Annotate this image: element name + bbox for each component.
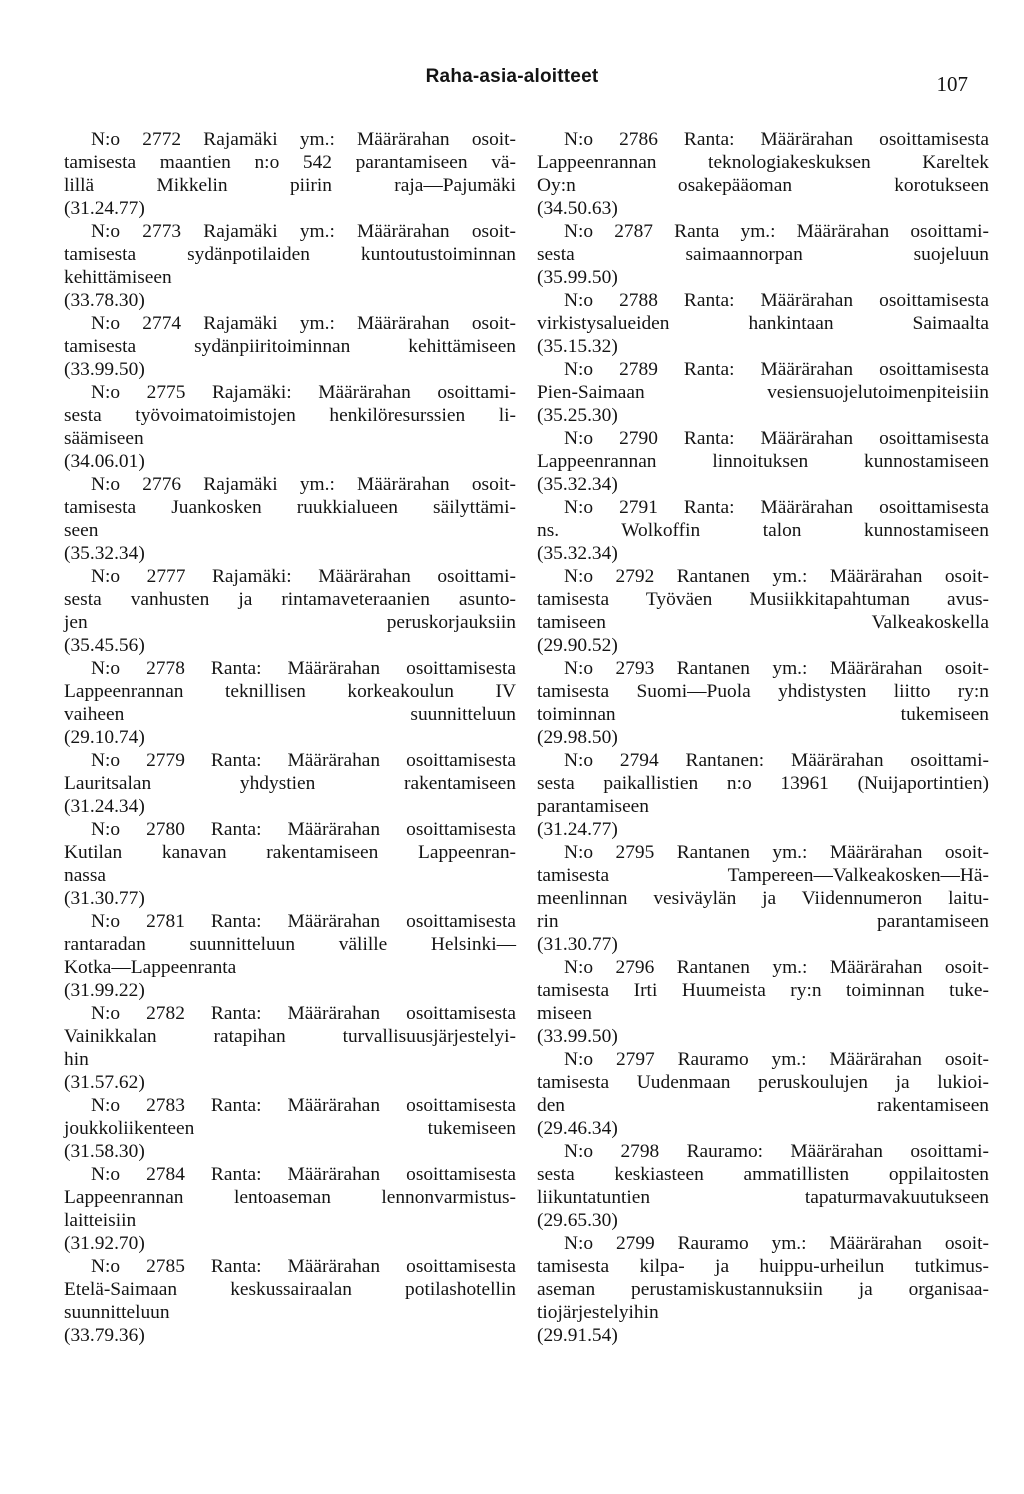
entry-line: (29.46.34) bbox=[537, 1118, 618, 1139]
entry-line: N:o 2797 Rauramo ym.: Määrärahan osoit- bbox=[564, 1049, 989, 1070]
list-item bbox=[537, 358, 989, 427]
left-column bbox=[64, 128, 516, 1347]
entry-line: liikuntatuntien tapaturmavakuutukseen bbox=[537, 1187, 989, 1208]
entry-line: jen peruskorjauksiin bbox=[64, 612, 516, 633]
entry-line: (33.99.50) bbox=[64, 359, 145, 380]
entry-line: Etelä-Saimaan keskussairaalan potilashotellin bbox=[64, 1279, 516, 1300]
entry-line: sesta vanhusten ja rintamaveteraanien asunto- bbox=[64, 589, 516, 610]
entry-line: N:o 2782 Ranta: Määrärahan osoittamisesta bbox=[91, 1003, 516, 1024]
entry-line: parantamiseen bbox=[537, 796, 649, 817]
entry-line: N:o 2795 Rantanen ym.: Määrärahan osoit- bbox=[564, 842, 989, 863]
entry-line: (35.32.34) bbox=[64, 543, 145, 564]
entry-line: N:o 2796 Rantanen ym.: Määrärahan osoit- bbox=[564, 957, 989, 978]
entry-line: (34.06.01) bbox=[64, 451, 145, 472]
entry-line: (35.99.50) bbox=[537, 267, 618, 288]
entry-line: N:o 2792 Rantanen ym.: Määrärahan osoit- bbox=[564, 566, 989, 587]
entry-line: vaiheen suunnitteluun bbox=[64, 704, 516, 725]
entry-line: sesta saimaannorpan suojeluun bbox=[537, 244, 989, 265]
list-item bbox=[64, 818, 516, 910]
entry-line: N:o 2785 Ranta: Määrärahan osoittamisesta bbox=[91, 1256, 516, 1277]
entry-line: (31.57.62) bbox=[64, 1072, 145, 1093]
list-item bbox=[537, 1048, 989, 1140]
entry-line: (34.50.63) bbox=[537, 198, 618, 219]
list-item bbox=[64, 657, 516, 749]
entry-line: (29.10.74) bbox=[64, 727, 145, 748]
entry-line: tamisesta maantien n:o 542 parantamiseen vä- bbox=[64, 152, 516, 173]
entry-line: (33.99.50) bbox=[537, 1026, 618, 1047]
entry-line: tamisesta Työväen Musiikkitapahtuman avus- bbox=[537, 589, 989, 610]
entry-line: Kotka—Lappeenranta bbox=[64, 957, 237, 978]
entry-line: virkistysalueiden hankintaan Saimaalta bbox=[537, 313, 989, 334]
entry-line: tamisesta Uudenmaan peruskoulujen ja lukioi- bbox=[537, 1072, 989, 1093]
entry-line: (35.45.56) bbox=[64, 635, 145, 656]
entry-line: Lappeenrannan teknillisen korkeakoulun IV bbox=[64, 681, 516, 702]
entry-line: N:o 2798 Rauramo: Määrärahan osoittami- bbox=[564, 1141, 989, 1162]
entry-line: N:o 2779 Ranta: Määrärahan osoittamisesta bbox=[91, 750, 516, 771]
entry-line: N:o 2784 Ranta: Määrärahan osoittamisesta bbox=[91, 1164, 516, 1185]
entry-line: kehittämiseen bbox=[64, 267, 172, 288]
page-number: 107 bbox=[936, 72, 968, 96]
entry-line: tamisesta kilpa- ja huippu-urheilun tutkimus- bbox=[537, 1256, 989, 1277]
entry-line: tiojärjestelyihin bbox=[537, 1302, 659, 1323]
entry-line: tamisesta Juankosken ruukkialueen säilyttämi- bbox=[64, 497, 516, 518]
entry-line: (33.79.36) bbox=[64, 1325, 145, 1346]
list-item bbox=[64, 565, 516, 657]
entry-line: N:o 2790 Ranta: Määrärahan osoittamisesta bbox=[564, 428, 989, 449]
list-item bbox=[64, 220, 516, 312]
entry-line: tamisesta Irti Huumeista ry:n toiminnan tuke- bbox=[537, 980, 989, 1001]
entry-line: N:o 2774 Rajamäki ym.: Määrärahan osoit- bbox=[91, 313, 516, 334]
entry-line: (29.65.30) bbox=[537, 1210, 618, 1231]
entry-line: (29.98.50) bbox=[537, 727, 618, 748]
entry-line: tamisesta Suomi—Puola yhdistysten liitto ry:n bbox=[537, 681, 989, 702]
right-column bbox=[537, 128, 989, 1347]
entry-line: nassa bbox=[64, 865, 107, 886]
entry-line: Oy:n osakepääoman korotukseen bbox=[537, 175, 989, 196]
list-item bbox=[537, 289, 989, 358]
entry-line: sesta keskiasteen ammatillisten oppilaitosten bbox=[537, 1164, 989, 1185]
entry-line: (31.58.30) bbox=[64, 1141, 145, 1162]
list-item bbox=[64, 749, 516, 818]
entry-line: (33.78.30) bbox=[64, 290, 145, 311]
entry-line: (35.15.32) bbox=[537, 336, 618, 357]
list-item bbox=[537, 841, 989, 956]
entry-line: N:o 2794 Rantanen: Määrärahan osoittami- bbox=[564, 750, 989, 771]
entry-line: ns. Wolkoffin talon kunnostamiseen bbox=[537, 520, 989, 541]
entry-line: N:o 2789 Ranta: Määrärahan osoittamisesta bbox=[564, 359, 989, 380]
entry-line: (31.24.77) bbox=[537, 819, 618, 840]
entry-line: (31.99.22) bbox=[64, 980, 145, 1001]
list-item bbox=[64, 473, 516, 565]
list-item bbox=[537, 565, 989, 657]
entry-line: N:o 2775 Rajamäki: Määrärahan osoittami- bbox=[91, 382, 516, 403]
entry-line: tamisesta sydänpotilaiden kuntoutustoiminnan bbox=[64, 244, 516, 265]
entry-line: Lappeenrannan lentoaseman lennonvarmistus- bbox=[64, 1187, 516, 1208]
entry-line: (29.90.52) bbox=[537, 635, 618, 656]
entry-line: sesta työvoimatoimistojen henkilöresurssien li- bbox=[64, 405, 516, 426]
entry-line: säämiseen bbox=[64, 428, 144, 449]
entry-line: meenlinnan vesiväylän ja Viidennumeron laitu- bbox=[537, 888, 989, 909]
list-item bbox=[64, 1255, 516, 1347]
entry-line: hin bbox=[64, 1049, 89, 1070]
entry-line: Kutilan kanavan rakentamiseen Lappeenran- bbox=[64, 842, 516, 863]
list-item bbox=[537, 956, 989, 1048]
entry-line: N:o 2799 Rauramo ym.: Määrärahan osoit- bbox=[564, 1233, 989, 1254]
list-item bbox=[537, 657, 989, 749]
list-item bbox=[537, 1140, 989, 1232]
entry-line: N:o 2780 Ranta: Määrärahan osoittamisesta bbox=[91, 819, 516, 840]
list-item bbox=[537, 128, 989, 220]
list-item bbox=[64, 1163, 516, 1255]
list-item bbox=[537, 749, 989, 841]
list-item bbox=[64, 1002, 516, 1094]
entry-line: tamisesta sydänpiiritoiminnan kehittämiseen bbox=[64, 336, 516, 357]
entry-line: (35.32.34) bbox=[537, 543, 618, 564]
entry-line: rantaradan suunnitteluun välille Helsinki— bbox=[64, 934, 516, 955]
entry-line: N:o 2772 Rajamäki ym.: Määrärahan osoit- bbox=[91, 129, 516, 150]
entry-line: toiminnan tukemiseen bbox=[537, 704, 989, 725]
list-item bbox=[64, 128, 516, 220]
entry-line: N:o 2787 Ranta ym.: Määrärahan osoittami- bbox=[564, 221, 989, 242]
entry-line: miseen bbox=[537, 1003, 592, 1024]
entry-line: N:o 2777 Rajamäki: Määrärahan osoittami- bbox=[91, 566, 516, 587]
entry-line: N:o 2791 Ranta: Määrärahan osoittamisesta bbox=[564, 497, 989, 518]
running-title: Raha-asia-aloitteet bbox=[425, 66, 599, 87]
list-item bbox=[64, 381, 516, 473]
entry-line: N:o 2778 Ranta: Määrärahan osoittamisesta bbox=[91, 658, 516, 679]
entry-line: N:o 2783 Ranta: Määrärahan osoittamisesta bbox=[91, 1095, 516, 1116]
entry-line: den rakentamiseen bbox=[537, 1095, 989, 1116]
entry-line: Lappeenrannan teknologiakeskuksen Kareltek bbox=[537, 152, 989, 173]
entry-line: (31.30.77) bbox=[537, 934, 618, 955]
entry-line: (31.92.70) bbox=[64, 1233, 145, 1254]
entry-line: Lappeenrannan linnoituksen kunnostamiseen bbox=[537, 451, 989, 472]
entry-line: seen bbox=[64, 520, 99, 541]
entry-line: joukkoliikenteen tukemiseen bbox=[64, 1118, 516, 1139]
entry-line: (35.25.30) bbox=[537, 405, 618, 426]
entry-line: tamisesta Tampereen—Valkeakosken—Hä- bbox=[537, 865, 989, 886]
entry-line: (31.24.77) bbox=[64, 198, 145, 219]
list-item bbox=[537, 496, 989, 565]
entry-line: Pien-Saimaan vesiensuojelutoimenpiteisiin bbox=[537, 382, 989, 403]
entry-line: (29.91.54) bbox=[537, 1325, 618, 1346]
list-item bbox=[64, 910, 516, 1002]
entry-line: N:o 2776 Rajamäki ym.: Määrärahan osoit- bbox=[91, 474, 516, 495]
list-item bbox=[64, 312, 516, 381]
entry-line: N:o 2788 Ranta: Määrärahan osoittamisesta bbox=[564, 290, 989, 311]
entry-line: (31.24.34) bbox=[64, 796, 145, 817]
entry-line: rin parantamiseen bbox=[537, 911, 989, 932]
list-item bbox=[537, 220, 989, 289]
entry-line: laitteisiin bbox=[64, 1210, 137, 1231]
entry-line: N:o 2786 Ranta: Määrärahan osoittamisesta bbox=[564, 129, 989, 150]
entry-line: lillä Mikkelin piirin raja—Pajumäki bbox=[64, 175, 516, 196]
list-item bbox=[537, 1232, 989, 1347]
entry-line: N:o 2793 Rantanen ym.: Määrärahan osoit- bbox=[564, 658, 989, 679]
entry-line: suunnitteluun bbox=[64, 1302, 170, 1323]
entry-line: aseman perustamiskustannuksiin ja organisaa- bbox=[537, 1279, 989, 1300]
entry-line: N:o 2773 Rajamäki ym.: Määrärahan osoit- bbox=[91, 221, 516, 242]
list-item bbox=[537, 427, 989, 496]
entry-line: tamiseen Valkeakoskella bbox=[537, 612, 989, 633]
entry-line: (31.30.77) bbox=[64, 888, 145, 909]
entry-line: Vainikkalan ratapihan turvallisuusjärjestelyi- bbox=[64, 1026, 516, 1047]
entry-line: N:o 2781 Ranta: Määrärahan osoittamisesta bbox=[91, 911, 516, 932]
entry-line: Lauritsalan yhdystien rakentamiseen bbox=[64, 773, 516, 794]
entry-line: sesta paikallistien n:o 13961 (Nuijaportintien) bbox=[537, 773, 989, 794]
list-item bbox=[64, 1094, 516, 1163]
entry-line: (35.32.34) bbox=[537, 474, 618, 495]
